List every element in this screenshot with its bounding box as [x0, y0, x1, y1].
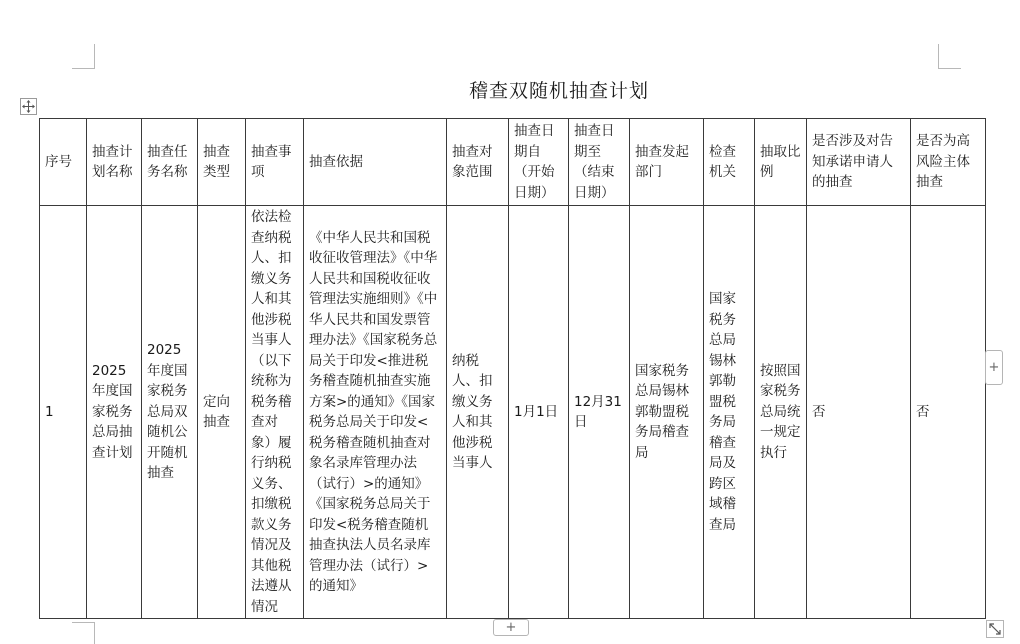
- cell-type: 定向抽查: [198, 206, 246, 619]
- header-inspector: 检查机关: [704, 119, 755, 206]
- cell-scope: 纳税人、扣缴义务人和其他涉税当事人: [447, 206, 509, 619]
- cell-inspector: 国家税务总局锡林郭勒盟税务局稽查局及跨区域稽查局: [704, 206, 755, 619]
- cell-seq: 1: [40, 206, 87, 619]
- header-task-name: 抽查任务名称: [142, 119, 198, 206]
- header-basis: 抽查依据: [304, 119, 447, 206]
- page-corner-mark-top-left: [72, 44, 95, 69]
- page-corner-mark-bottom-left: [72, 622, 95, 644]
- cell-ratio: 按照国家税务总局统一规定执行: [755, 206, 807, 619]
- cell-task-name: 2025年度国家税务总局双随机公开随机抽查: [142, 206, 198, 619]
- add-row-button[interactable]: [493, 619, 529, 636]
- plus-icon: +: [505, 620, 517, 635]
- cell-commitment: 否: [807, 206, 911, 619]
- cell-high-risk: 否: [911, 206, 986, 619]
- header-date-from: 抽查日期自（开始日期）: [509, 119, 569, 206]
- cell-plan-name: 2025年度国家税务总局抽查计划: [87, 206, 142, 619]
- plus-icon: +: [988, 360, 1000, 375]
- header-ratio: 抽取比例: [755, 119, 807, 206]
- cell-basis: 《中华人民共和国税收征收管理法》《中华人民共和国税收征收管理法实施细则》《中华人民共和国发票管理办法》《国家税务总局关于印发<推进税务稽查随机抽查实施方案>的通知》《国家税务总局关于印发<税务稽查随机抽查对象名录库管理办法（试行）>的通知》《国家税务总局关于印发<税务稽查随机抽查执法人员名录库管理办法（试行）>的通知》: [304, 206, 447, 619]
- header-item: 抽查事项: [246, 119, 304, 206]
- table-row: [40, 206, 986, 619]
- inspection-plan-table: [39, 118, 986, 619]
- header-high-risk: 是否为高风险主体抽查: [911, 119, 986, 206]
- cell-date-from: 1月1日: [509, 206, 569, 619]
- header-initiator: 抽查发起部门: [630, 119, 704, 206]
- resize-diagonal-icon: [986, 620, 1004, 638]
- header-date-to: 抽查日期至（结束日期）: [569, 119, 630, 206]
- cell-date-to: 12月31日: [569, 206, 630, 619]
- cell-item: 依法检查纳税人、扣缴义务人和其他涉税当事人（以下统称为税务稽查对象）履行纳税义务、扣缴税款义务情况及其他税法遵从情况: [246, 206, 304, 619]
- header-scope: 抽查对象范围: [447, 119, 509, 206]
- header-plan-name: 抽查计划名称: [87, 119, 142, 206]
- header-commitment: 是否涉及对告知承诺申请人的抽查: [807, 119, 911, 206]
- page-corner-mark-top-right: [938, 44, 961, 69]
- header-seq: 序号: [40, 119, 87, 206]
- table-header-row: [40, 119, 986, 206]
- header-type: 抽查类型: [198, 119, 246, 206]
- cell-initiator: 国家税务总局锡林郭勒盟税务局稽查局: [630, 206, 704, 619]
- add-column-button[interactable]: [985, 350, 1003, 385]
- table-resize-handle[interactable]: [986, 620, 1004, 638]
- document-title: 稽查双随机抽查计划: [468, 80, 649, 102]
